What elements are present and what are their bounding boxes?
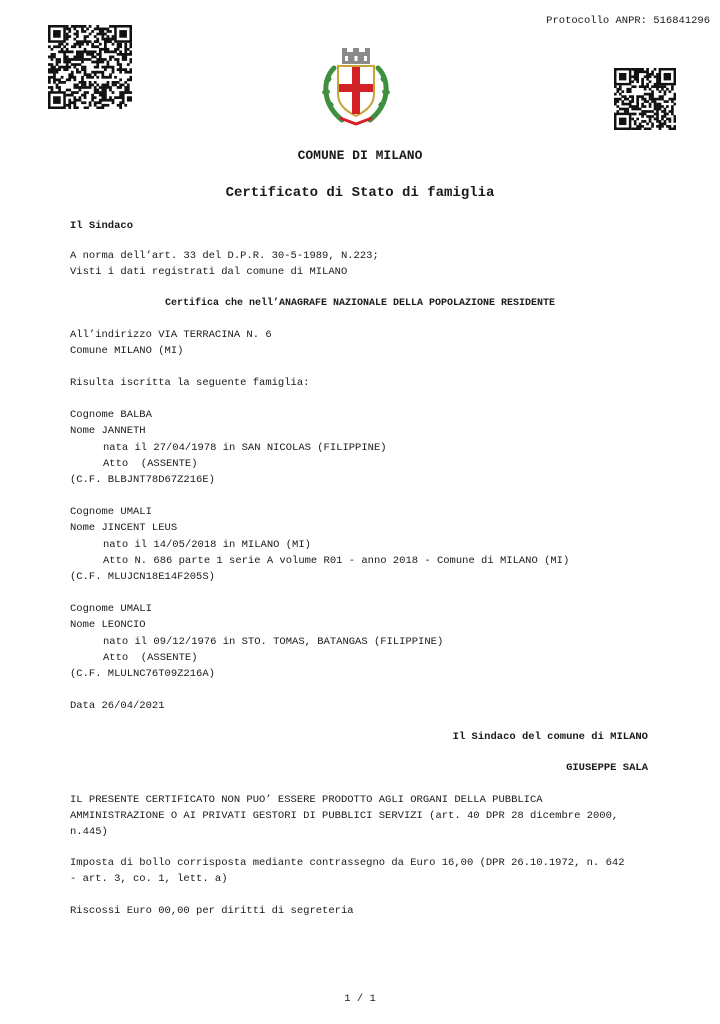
bollo-line-2: - art. 3, co. 1, lett. a) <box>70 873 228 885</box>
disclaimer-line-3: n.445) <box>70 826 108 838</box>
member-birth: nato il 09/12/1976 in STO. TOMAS, BATANGAS (FILIPPINE) <box>103 636 444 648</box>
disclaimer-line-2: AMMINISTRAZIONE O AI PRIVATI GESTORI DI PUBBLICI SERVIZI (art. 40 DPR 28 dicembre 2000, <box>70 810 619 822</box>
member-name: Nome JINCENT LEUS <box>70 522 178 534</box>
bollo-line-1: Imposta di bollo corrisposta mediante contrassegno da Euro 16,00 (DPR 26.10.1972, n. 642 <box>70 857 625 869</box>
address-line-1: All’indirizzo VIA TERRACINA N. 6 <box>70 329 272 341</box>
member-birth: nata il 27/04/1978 in SAN NICOLAS (FILIPPINE) <box>103 442 387 454</box>
member-name: Nome JANNETH <box>70 425 146 437</box>
certificate-title: Certificato di Stato di famiglia <box>225 185 495 201</box>
member-surname: Cognome UMALI <box>70 506 152 518</box>
page-number: 1 / 1 <box>344 993 376 1005</box>
member-act: Atto (ASSENTE) <box>103 458 198 470</box>
issue-date: Data 26/04/2021 <box>70 700 165 712</box>
member-act: Atto (ASSENTE) <box>103 652 198 664</box>
norma-line-1: A norma dell’art. 33 del D.P.R. 30-5-1989, N.223; <box>70 250 379 262</box>
qr-code-right <box>614 68 676 130</box>
member-surname: Cognome UMALI <box>70 603 152 615</box>
qr-code-left <box>48 25 132 109</box>
member-tax-code: (C.F. MLUJCN18E14F205S) <box>70 571 215 583</box>
address-line-2: Comune MILANO (MI) <box>70 345 184 357</box>
comune-title: COMUNE DI MILANO <box>297 148 423 163</box>
protocol-number: Protocollo ANPR: 516841296 <box>546 15 710 27</box>
member-surname: Cognome BALBA <box>70 409 152 421</box>
member-tax-code: (C.F. BLBJNT78D67Z216E) <box>70 474 215 486</box>
member-act: Atto N. 686 parte 1 serie A volume R01 - anno 2018 - Comune di MILANO (MI) <box>103 555 570 567</box>
sindaco-label: Il Sindaco <box>70 220 134 232</box>
member-birth: nato il 14/05/2018 in MILANO (MI) <box>103 539 311 551</box>
signature-name: GIUSEPPE SALA <box>566 762 648 774</box>
disclaimer-line-1: IL PRESENTE CERTIFICATO NON PUO’ ESSERE PRODOTTO AGLI ORGANI DELLA PUBBLICA <box>70 794 543 806</box>
member-name: Nome LEONCIO <box>70 619 146 631</box>
signature-role: Il Sindaco del comune di MILANO <box>452 731 648 743</box>
member-tax-code: (C.F. MLULNC76T09Z216A) <box>70 668 215 680</box>
norma-line-2: Visti i dati registrati dal comune di MILANO <box>70 266 348 278</box>
diritti-line: Riscossi Euro 00,00 per diritti di segreteria <box>70 905 354 917</box>
certifica-line: Certifica che nell’ANAGRAFE NAZIONALE DELLA POPOLAZIONE RESIDENTE <box>164 298 556 309</box>
family-intro: Risulta iscritta la seguente famiglia: <box>70 377 310 389</box>
milano-coat-of-arms <box>316 46 396 130</box>
